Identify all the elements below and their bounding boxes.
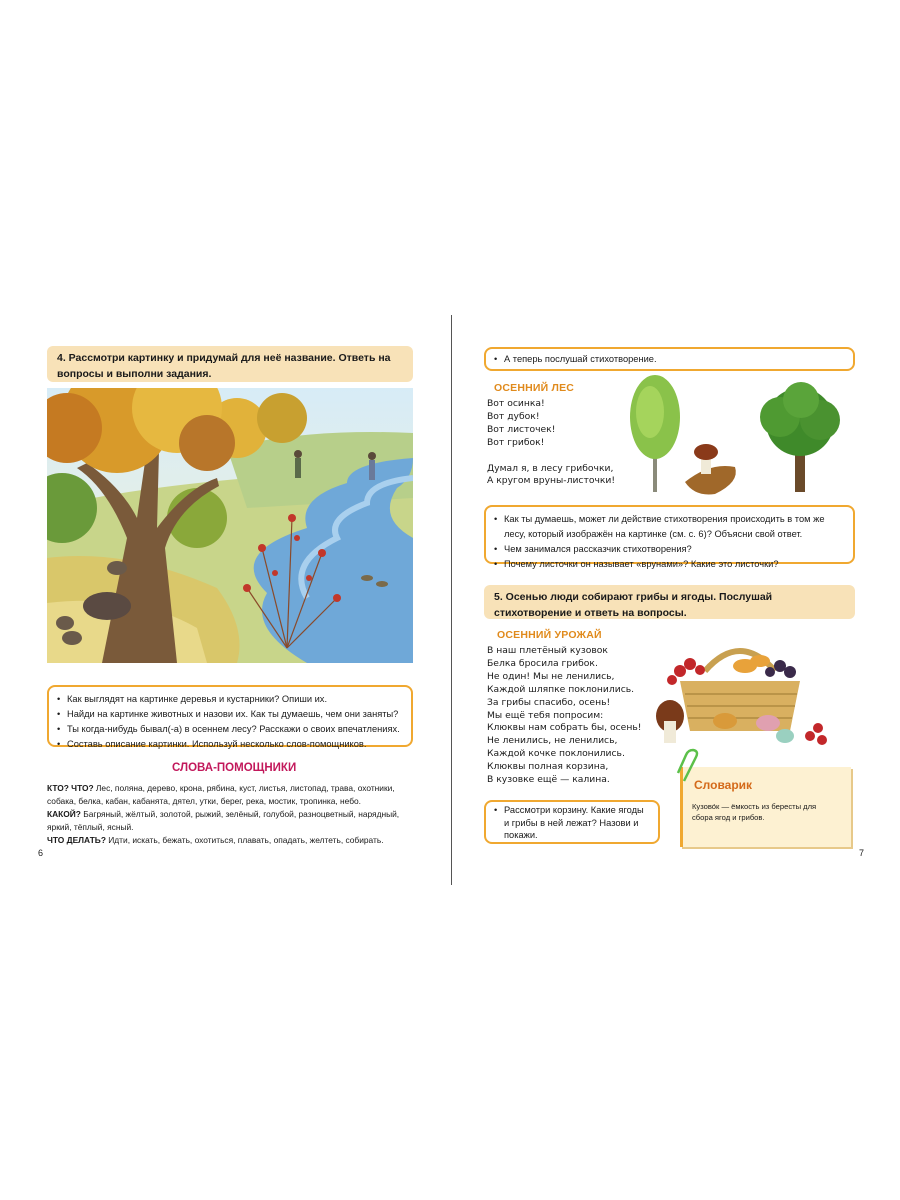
helper-text: Идти, искать, бежать, охотиться, плавать, опадать, желтеть, собирать. xyxy=(105,835,384,845)
poem-line xyxy=(487,450,615,463)
list-item: • Чем занимался рассказчик стихотворения? xyxy=(494,542,845,557)
helper-text: Лес, поляна, дерево, крона, рябина, куст, листья, листопад, трава, охотники, собака, белка, кабан, кабанята, дятел, утки, берег, река, мостик, тропинка, небо. xyxy=(47,783,395,806)
dictionary-title: Словарик xyxy=(694,778,753,792)
poem-line: Думал я, в лесу грибочки, xyxy=(487,462,614,474)
poem1 xyxy=(487,398,615,488)
task5-box xyxy=(484,585,855,619)
list-item: • Как ты думаешь, может ли действие стихотворения происходить в том же лесу, который изображён на картинке (см. с. 6)? Объясни свой ответ. xyxy=(494,512,845,542)
poem-line: Вот дубок! xyxy=(487,410,540,422)
poem-line: Каждой кочке поклонились. xyxy=(487,748,625,760)
page-number-left: 6 xyxy=(38,848,44,858)
questions-box-left xyxy=(47,685,413,747)
listen-prompt-box xyxy=(484,347,855,371)
poem-line: В кузовке ещё — калина. xyxy=(487,774,610,786)
poem2 xyxy=(487,645,641,787)
poem1-title: ОСЕННИЙ ЛЕС xyxy=(494,382,575,394)
list-item: • Составь описание картинки. Используй несколько слов-помощников. xyxy=(57,737,403,752)
task5-title: 5. Осенью люди собирают грибы и ягоды. Послушай стихотворение и ответь на вопросы. xyxy=(494,591,773,619)
questions-box-right-2 xyxy=(484,800,660,844)
poem-line: Мы ещё тебя попросим: xyxy=(487,709,604,721)
questions-box-right-1 xyxy=(484,505,855,569)
list-item: • Ты когда-нибудь бывал(-а) в осеннем лесу? Расскажи о своих впечатлениях. xyxy=(57,722,403,737)
page-number-right: 7 xyxy=(859,848,865,858)
helper-label: КАКОЙ? xyxy=(47,809,81,819)
list-item: • Рассмотри корзину. Какие ягоды и грибы в ней лежат? Назови и покажи. xyxy=(494,804,650,842)
list-item: • Как выглядят на картинке деревья и кустарники? Опиши их. xyxy=(57,692,403,707)
autumn-forest-illustration xyxy=(47,388,413,663)
helper-text: Багряный, жёлтый, золотой, рыжий, зелёный, голубой, разноцветный, нарядный, яркий, тёплый, ясный. xyxy=(47,809,400,832)
poem2-title: ОСЕННИЙ УРОЖАЙ xyxy=(497,629,602,641)
task4-title: 4. Рассмотри картинку и придумай для неё название. Ответь на вопросы и выполни задания. xyxy=(57,352,391,380)
listen-prompt: • А теперь послушай стихотворение. xyxy=(494,352,845,367)
poem-line: Не один! Мы не ленились, xyxy=(487,670,615,682)
poem-line: Вот осинка! xyxy=(487,398,545,409)
task4-box xyxy=(47,346,413,382)
helper-label: КТО? ЧТО? xyxy=(47,783,94,793)
page-divider xyxy=(451,315,452,885)
helper-what-to-do xyxy=(47,834,412,847)
poem-line: Каждой шляпке поклонились. xyxy=(487,683,635,695)
poem-line: Вот грибок! xyxy=(487,436,545,448)
list-item: • Почему листочки он называет «врунами»? Какие это листочки? xyxy=(494,557,845,572)
poem-line: Белка бросила грибок. xyxy=(487,657,598,669)
dictionary-text: Кузово́к — ёмкость из бересты для сбора ягод и грибов. xyxy=(692,802,817,822)
poem-line: Вот листочек! xyxy=(487,423,556,435)
poem-line: А кругом вруны-листочки! xyxy=(487,475,616,487)
poem-line: Не ленились, не ленились, xyxy=(487,735,618,747)
helper-label: ЧТО ДЕЛАТЬ? xyxy=(47,835,106,845)
poem-line: Клюквы нам собрать бы, осень! xyxy=(487,722,642,734)
poem-line: В наш плетёный кузовок xyxy=(487,645,608,656)
basket-illustration xyxy=(650,636,830,751)
trees-mushroom-illustration xyxy=(625,372,840,497)
helper-what-kind xyxy=(47,808,412,834)
poem-line: Клюквы полная корзина, xyxy=(487,761,609,773)
list-item: • Найди на картинке животных и назови их. Как ты думаешь, чем они заняты? xyxy=(57,707,403,722)
paperclip-icon xyxy=(672,748,700,782)
poem-line: За грибы спасибо, осень! xyxy=(487,696,611,708)
helper-words-title: СЛОВА-ПОМОЩНИКИ xyxy=(172,762,297,774)
helper-who-what xyxy=(47,782,412,808)
